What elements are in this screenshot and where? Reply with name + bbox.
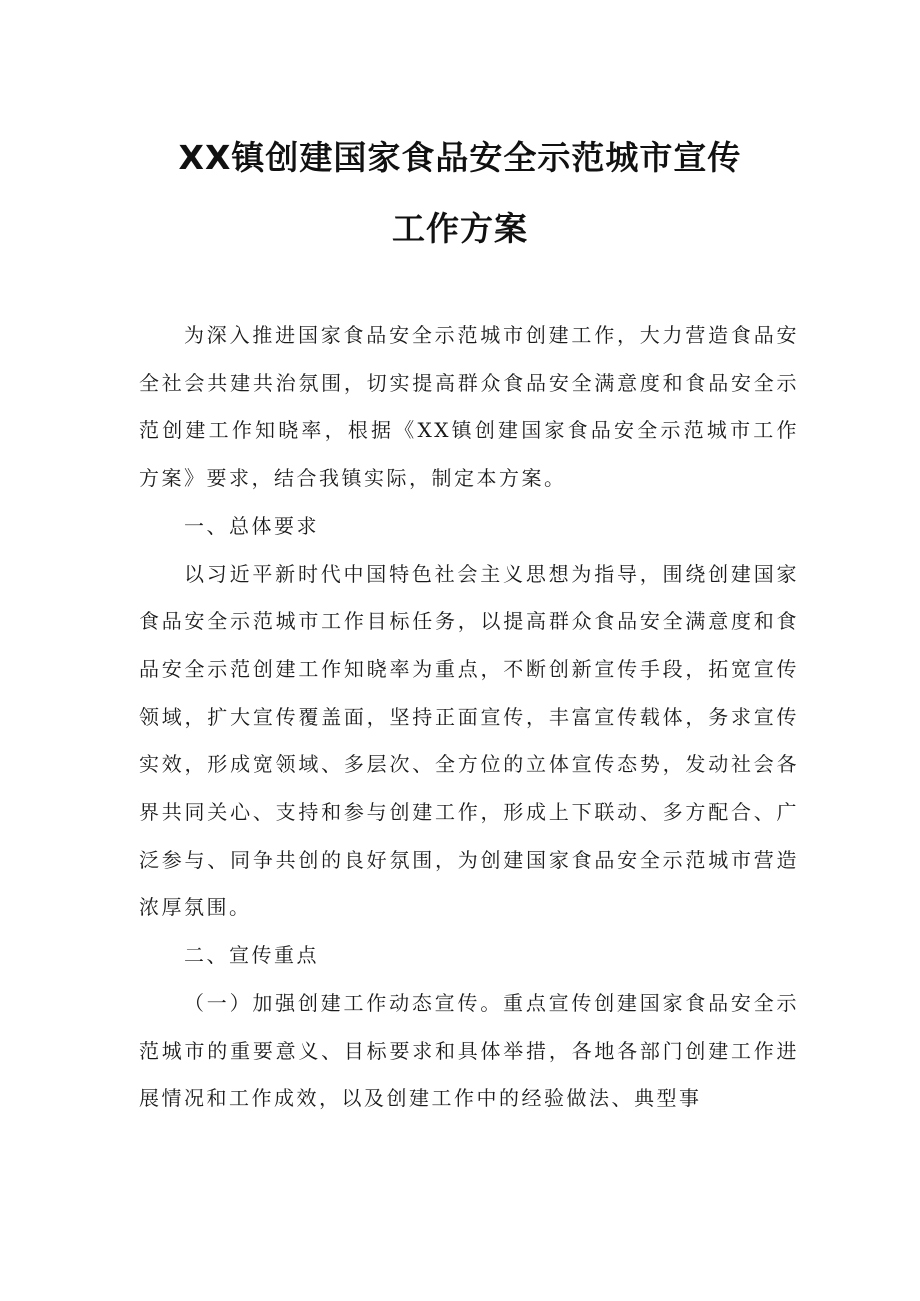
section2-heading: 二、宣传重点 [184,943,319,968]
section1-heading: 一、总体要求 [184,513,319,538]
section1-paragraph: 以习近平新时代中国特色社会主义思想为指导，围绕创建国家食品安全示范城市工作目标任务，以提高群众食品安全满意度和食品安全示范创建工作知晓率为重点，不断创新宣传手段，拓宽宣传领域，扩大宣传覆盖面，坚持正面宣传，丰富宣传载体，务求宣传实效，形成宽领域、多层次、全方位的立体宣传态势，发动社会各界共同关心、支持和参与创建工作，形成上下联动、多方配合、广泛参与、同争共创的良好氛围，为创建国家食品安全示范城市营造浓厚氛围。 [139,561,799,920]
intro-paragraph: 为深入推进国家食品安全示范城市创建工作，大力营造食品安全社会共建共治氛围，切实提高群众食品安全满意度和食品安全示范创建工作知晓率，根据《XX镇创建国家食品安全示范城市工作方案》要求，结合我镇实际，制定本方案。 [139,323,799,491]
document-title-line2: 工作方案 [392,209,528,248]
section2-item1-paragraph: （一）加强创建工作动态宣传。重点宣传创建国家食品安全示范城市的重要意义、目标要求和具体举措，各地各部门创建工作进展情况和工作成效，以及创建工作中的经验做法、典型事 [139,990,799,1111]
document-body [139,312,799,1123]
document-title-line1: XX镇创建国家食品安全示范城市宣传 [178,138,742,177]
